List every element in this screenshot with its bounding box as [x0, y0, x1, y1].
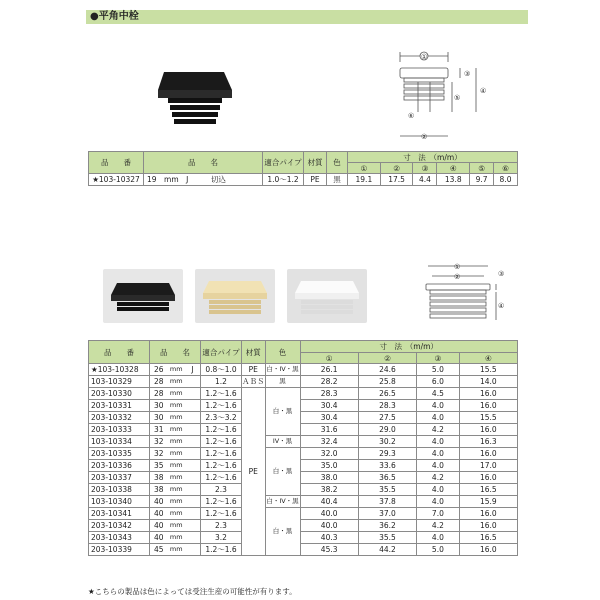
cell-dim: 36.2 — [358, 520, 416, 532]
cell-unit: mm — [168, 376, 185, 388]
cell-size: 40 — [150, 496, 168, 508]
dimension-diagram-top — [380, 46, 500, 146]
cell-suffix: J — [185, 364, 201, 376]
cell-unit: mm — [168, 532, 185, 544]
cell-pipe: 1.2～1.6 — [201, 544, 242, 556]
cell-material: PE — [242, 388, 266, 556]
dim-col-2: ② — [358, 353, 416, 364]
cell-unit: mm — [168, 460, 185, 472]
svg-text:⑥: ⑥ — [408, 112, 415, 120]
cell-dim: 33.6 — [358, 460, 416, 472]
table-row — [89, 460, 518, 472]
cell-code: 103-10334 — [89, 436, 150, 448]
cell-dim: 16.0 — [459, 400, 517, 412]
cell-code: 203-10335 — [89, 448, 150, 460]
cell-dim: 37.0 — [358, 508, 416, 520]
cell-code: 203-10342 — [89, 520, 150, 532]
cell-suffix — [185, 388, 201, 400]
cell-dim: 15.5 — [459, 412, 517, 424]
cell-unit: mm — [168, 484, 185, 496]
cell-size: 30 — [150, 400, 168, 412]
cell-dim: 35.0 — [300, 460, 358, 472]
cell-dim: 28.2 — [300, 376, 358, 388]
cell-suffix — [185, 448, 201, 460]
cell-dim: 4.4 — [413, 174, 437, 186]
col-header-material: 材質 — [242, 341, 266, 364]
col-header-name: 品 名 — [150, 341, 201, 364]
cell-suffix — [185, 412, 201, 424]
table-row — [89, 388, 518, 400]
dim-col-1: ① — [348, 163, 381, 174]
cell-dim: 26.5 — [358, 388, 416, 400]
cell-dim: 40.3 — [300, 532, 358, 544]
cell-dim: 27.5 — [358, 412, 416, 424]
table-row — [89, 532, 518, 544]
cell-unit: mm — [168, 508, 185, 520]
section-title: ●平角中栓 — [86, 10, 528, 24]
cell-dim: 28.3 — [300, 388, 358, 400]
cell-unit: mm — [168, 388, 185, 400]
cell-suffix — [185, 544, 201, 556]
cell-size: 32 — [150, 436, 168, 448]
cell-unit: mm — [168, 520, 185, 532]
col-header-dims: 寸 法 （m/m） — [348, 152, 518, 163]
cell-color: 白・IV・黒 — [265, 364, 300, 376]
cell-dim: 4.2 — [417, 472, 460, 484]
cell-dim: 29.3 — [358, 448, 416, 460]
cell-dim: 35.5 — [358, 484, 416, 496]
cell-code: 203-10343 — [89, 532, 150, 544]
product-photo-ivory — [195, 269, 275, 323]
cell-dim: 45.3 — [300, 544, 358, 556]
cell-dim: 38.2 — [300, 484, 358, 496]
cell-unit: mm — [168, 544, 185, 556]
cell-dim: 4.0 — [417, 436, 460, 448]
cell-code: 203-10330 — [89, 388, 150, 400]
cell-dim: 16.0 — [459, 544, 517, 556]
cell-code: 203-10339 — [89, 544, 150, 556]
cell-color: 黒 — [265, 376, 300, 388]
cell-dim: 38.0 — [300, 472, 358, 484]
cell-color: 白・IV・黒 — [265, 496, 300, 508]
svg-text:①: ① — [421, 53, 428, 61]
table-row — [89, 424, 518, 436]
cell-color: 白・黒 — [265, 388, 300, 436]
col-header-name: 品 名 — [144, 152, 263, 174]
cell-dim: 16.5 — [459, 484, 517, 496]
cell-unit: mm — [168, 472, 185, 484]
cell-suffix — [185, 532, 201, 544]
cell-code: ★103-10328 — [89, 364, 150, 376]
svg-text:④: ④ — [498, 302, 505, 310]
table-row — [89, 376, 518, 388]
cell-dim: 5.0 — [417, 544, 460, 556]
cell-unit: mm — [168, 436, 185, 448]
dim-col-3: ③ — [417, 353, 460, 364]
cell-size: 38 — [150, 472, 168, 484]
cell-pipe: 1.2～1.6 — [201, 400, 242, 412]
svg-text:①: ① — [454, 263, 461, 271]
cell-size: 40 — [150, 532, 168, 544]
cell-color: 黒 — [327, 174, 348, 186]
dim-col-2: ② — [380, 163, 413, 174]
table-row — [89, 448, 518, 460]
product-photo-white — [287, 269, 367, 323]
cell-dim: 4.2 — [417, 424, 460, 436]
cell-dim: 13.8 — [437, 174, 470, 186]
cell-dim: 4.0 — [417, 400, 460, 412]
cell-dim: 16.0 — [459, 424, 517, 436]
dim-col-3: ③ — [413, 163, 437, 174]
table-row — [89, 496, 518, 508]
cell-code: 203-10333 — [89, 424, 150, 436]
dim-col-6: ⑥ — [494, 163, 518, 174]
cell-size: 40 — [150, 520, 168, 532]
col-header-pipe: 適合パイプ — [263, 152, 304, 174]
cell-size: 45 — [150, 544, 168, 556]
product-table-main — [88, 340, 518, 556]
cell-size: 30 — [150, 412, 168, 424]
cell-suffix — [185, 436, 201, 448]
svg-text:④: ④ — [480, 87, 487, 95]
cell-dim: 30.4 — [300, 412, 358, 424]
table-row — [89, 174, 518, 186]
cell-dim: 16.5 — [459, 532, 517, 544]
product-photo-black-plug — [150, 62, 240, 130]
cell-size: 31 — [150, 424, 168, 436]
cell-dim: 35.5 — [358, 532, 416, 544]
cell-code: 203-10341 — [89, 508, 150, 520]
cell-dim: 9.7 — [470, 174, 494, 186]
cell-dim: 16.3 — [459, 436, 517, 448]
cell-dim: 37.8 — [358, 496, 416, 508]
cell-code: 203-10336 — [89, 460, 150, 472]
dim-col-5: ⑤ — [470, 163, 494, 174]
cell-pipe: 1.2～1.6 — [201, 508, 242, 520]
cell-unit: mm — [168, 400, 185, 412]
table-row — [89, 544, 518, 556]
cell-size: 35 — [150, 460, 168, 472]
col-header-code: 品 番 — [89, 152, 144, 174]
cell-color: 白・黒 — [265, 508, 300, 556]
svg-text:③: ③ — [498, 270, 505, 278]
cell-dim: 14.0 — [459, 376, 517, 388]
col-header-pipe: 適合パイプ — [201, 341, 242, 364]
svg-text:③: ③ — [464, 70, 471, 78]
cell-suffix — [185, 376, 201, 388]
cell-suffix — [185, 424, 201, 436]
svg-text:②: ② — [454, 273, 461, 281]
cell-dim: 25.8 — [358, 376, 416, 388]
cell-color: IV・黒 — [265, 436, 300, 448]
cell-dim: 4.0 — [417, 496, 460, 508]
cell-code: 203-10332 — [89, 412, 150, 424]
cell-suffix — [185, 460, 201, 472]
table-row — [89, 412, 518, 424]
dim-col-4: ④ — [437, 163, 470, 174]
cell-dim: 40.0 — [300, 508, 358, 520]
dim-col-1: ① — [300, 353, 358, 364]
col-header-color: 色 — [265, 341, 300, 364]
cell-dim: 19.1 — [348, 174, 381, 186]
cell-dim: 16.0 — [459, 388, 517, 400]
cell-size: 28 — [150, 388, 168, 400]
table-row — [89, 472, 518, 484]
cell-dim: 16.0 — [459, 508, 517, 520]
cell-dim: 4.5 — [417, 388, 460, 400]
cell-dim: 32.0 — [300, 448, 358, 460]
table-row — [89, 400, 518, 412]
cell-code: 103-10329 — [89, 376, 150, 388]
cell-pipe: 1.2～1.6 — [201, 388, 242, 400]
cell-code: ★103-10327 — [89, 174, 144, 186]
cell-suffix — [185, 520, 201, 532]
cell-material: PE — [304, 174, 327, 186]
cell-pipe: 1.2～1.6 — [201, 424, 242, 436]
cell-dim: 36.5 — [358, 472, 416, 484]
cell-material: PE — [242, 364, 266, 376]
cell-pipe: 2.3～3.2 — [201, 412, 242, 424]
dim-col-4: ④ — [459, 353, 517, 364]
cell-size: 28 — [150, 376, 168, 388]
cell-size: 40 — [150, 508, 168, 520]
cell-size: 38 — [150, 484, 168, 496]
cell-unit: mm — [168, 424, 185, 436]
cell-dim: 30.4 — [300, 400, 358, 412]
cell-dim: 4.0 — [417, 484, 460, 496]
col-header-material: 材質 — [304, 152, 327, 174]
col-header-color: 色 — [327, 152, 348, 174]
cell-unit: mm — [168, 364, 185, 376]
table-row — [89, 508, 518, 520]
table-row — [89, 364, 518, 376]
cell-dim: 30.2 — [358, 436, 416, 448]
cell-pipe: 1.2～1.6 — [201, 436, 242, 448]
cell-dim: 17.5 — [380, 174, 413, 186]
cell-pipe: 1.2～1.6 — [201, 496, 242, 508]
cell-pipe: 2.3 — [201, 520, 242, 532]
cell-dim: 4.0 — [417, 532, 460, 544]
cell-pipe: 2.3 — [201, 484, 242, 496]
cell-dim: 28.3 — [358, 400, 416, 412]
table-row — [89, 436, 518, 448]
cell-dim: 4.0 — [417, 448, 460, 460]
cell-size: 26 — [150, 364, 168, 376]
cell-dim: 40.0 — [300, 520, 358, 532]
footnote: ★こちらの製品は色によっては受注生産の可能性が有ります。 — [88, 587, 297, 596]
cell-dim: 24.6 — [358, 364, 416, 376]
cell-dim: 16.0 — [459, 520, 517, 532]
cell-pipe: 1.2 — [201, 376, 242, 388]
cell-pipe: 3.2 — [201, 532, 242, 544]
cell-suffix — [185, 496, 201, 508]
cell-dim: 32.4 — [300, 436, 358, 448]
cell-color: 白・黒 — [265, 448, 300, 496]
cell-dim: 40.4 — [300, 496, 358, 508]
cell-dim: 5.0 — [417, 364, 460, 376]
cell-code: 203-10338 — [89, 484, 150, 496]
cell-dim: 7.0 — [417, 508, 460, 520]
cell-suffix — [185, 508, 201, 520]
cell-dim: 16.0 — [459, 472, 517, 484]
cell-pipe: 0.8～1.0 — [201, 364, 242, 376]
cell-dim: 4.2 — [417, 520, 460, 532]
table-row — [89, 484, 518, 496]
col-header-code: 品 番 — [89, 341, 150, 364]
cell-name: 19 mm J 切込 — [144, 174, 263, 186]
cell-dim: 29.0 — [358, 424, 416, 436]
cell-material: ＡＢＳ — [242, 377, 265, 386]
cell-code: 203-10331 — [89, 400, 150, 412]
cell-dim: 26.1 — [300, 364, 358, 376]
cell-suffix — [185, 484, 201, 496]
cell-dim: 31.6 — [300, 424, 358, 436]
cell-dim: 17.0 — [459, 460, 517, 472]
dimension-diagram-middle — [410, 256, 510, 328]
svg-text:②: ② — [421, 133, 428, 141]
product-photo-black — [103, 269, 183, 323]
cell-dim: 16.0 — [459, 448, 517, 460]
cell-dim: 15.9 — [459, 496, 517, 508]
cell-suffix — [185, 472, 201, 484]
cell-size: 32 — [150, 448, 168, 460]
cell-dim: 4.0 — [417, 412, 460, 424]
cell-pipe: 1.0～1.2 — [263, 174, 304, 186]
col-header-dims: 寸 法 （m/m） — [300, 341, 518, 353]
cell-unit: mm — [168, 448, 185, 460]
cell-suffix — [185, 400, 201, 412]
cell-code: 203-10337 — [89, 472, 150, 484]
cell-dim: 6.0 — [417, 376, 460, 388]
cell-dim: 44.2 — [358, 544, 416, 556]
table-row — [89, 520, 518, 532]
cell-unit: mm — [168, 412, 185, 424]
cell-dim: 4.0 — [417, 460, 460, 472]
product-table-top — [88, 151, 518, 186]
cell-unit: mm — [168, 496, 185, 508]
cell-code: 103-10340 — [89, 496, 150, 508]
cell-pipe: 1.2～1.6 — [201, 460, 242, 472]
cell-pipe: 1.2～1.6 — [201, 448, 242, 460]
cell-dim: 8.0 — [494, 174, 518, 186]
cell-pipe: 1.2～1.6 — [201, 472, 242, 484]
svg-text:⑤: ⑤ — [454, 94, 461, 102]
cell-dim: 15.5 — [459, 364, 517, 376]
